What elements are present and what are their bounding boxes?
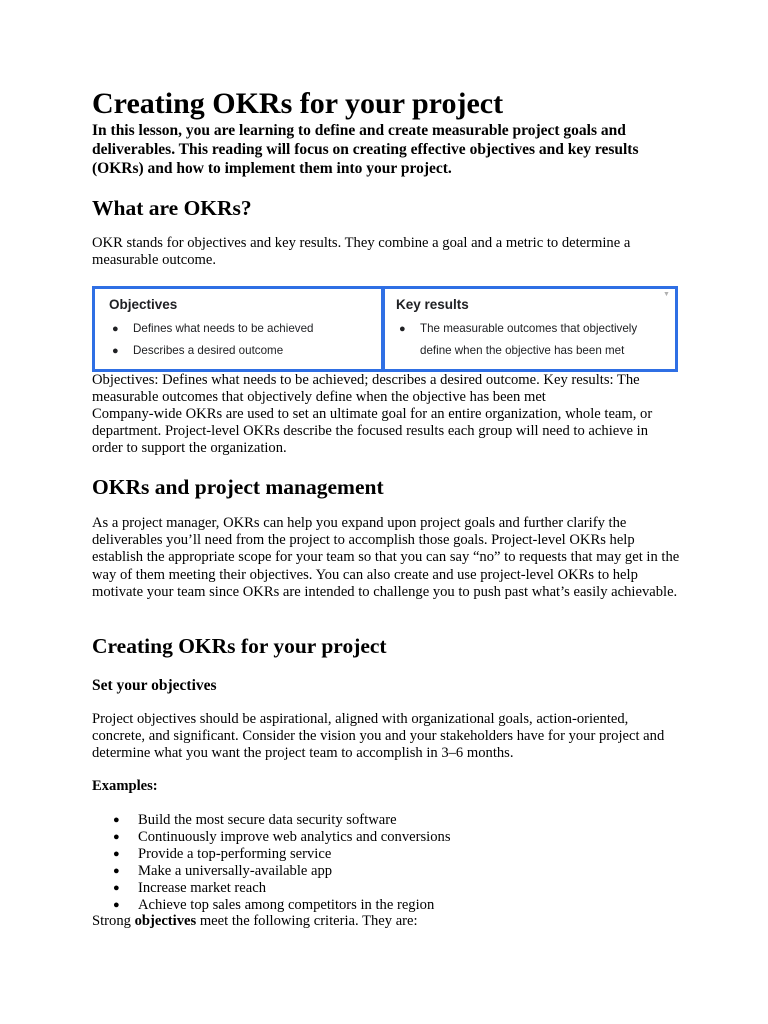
criteria-bold-word: objectives bbox=[134, 913, 197, 929]
bullet-icon: ● bbox=[399, 323, 406, 335]
criteria-suffix: meet the following criteria. They are: bbox=[196, 913, 418, 929]
bullet-icon: ● bbox=[113, 881, 120, 894]
objectives-guidance-paragraph: Project objectives should be aspirational, aligned with organizational goals, action-oriented, concrete, and significant. Consider the vision you and your stakeholders have for your project and determine what you want the project team to accomplish in 3–6 months. bbox=[92, 711, 665, 762]
key-results-column bbox=[385, 289, 675, 369]
bullet-icon: ● bbox=[113, 814, 120, 826]
list-item bbox=[92, 863, 592, 880]
list-item bbox=[92, 897, 592, 914]
example-text: Achieve top sales among competitors in the region bbox=[138, 896, 435, 913]
key-results-item-text: The measurable outcomes that objectively define when the objective has been met bbox=[420, 322, 638, 357]
bullet-icon: ● bbox=[112, 345, 119, 357]
bullet-icon: ● bbox=[113, 864, 120, 877]
company-okrs-paragraph: Company-wide OKRs are used to set an ultimate goal for an entire organization, whole team, or department. Project-level OKRs describe the focused results each group will need to achieve in order to support the organization. bbox=[92, 406, 653, 457]
objectives-column bbox=[95, 289, 385, 369]
subheading-set-objectives: Set your objectives bbox=[92, 677, 217, 694]
key-results-item bbox=[396, 318, 663, 362]
key-results-list bbox=[396, 318, 663, 362]
okr-table bbox=[92, 286, 678, 372]
project-management-paragraph: As a project manager, OKRs can help you expand upon project goals and further clarify the deliverables you’ll need from the project to accomplish those goals. Project-level OKRs help establish the appropriate scope for your team so that you can say “no” to requests that may get in the way of them meeting their objectives. You can also create and use project-level OKRs to help motivate your team since OKRs are intended to challenge you to push past what’s easily achievable. bbox=[92, 515, 680, 600]
dropdown-triangle-icon: ▼ bbox=[663, 291, 670, 298]
list-item bbox=[92, 880, 592, 897]
examples-label bbox=[92, 778, 682, 795]
objectives-title: Objectives bbox=[109, 297, 178, 312]
example-text: Increase market reach bbox=[138, 879, 267, 896]
example-text: Provide a top-performing service bbox=[138, 845, 332, 862]
objectives-item bbox=[109, 340, 369, 362]
bullet-icon: ● bbox=[113, 898, 120, 911]
examples-label-text: Examples: bbox=[92, 778, 158, 794]
objectives-list bbox=[109, 318, 369, 362]
okr-definition-paragraph: OKR stands for objectives and key results. They combine a goal and a metric to determine a measurable outcome. bbox=[92, 235, 631, 269]
bullet-icon: ● bbox=[113, 830, 120, 843]
examples-list bbox=[92, 812, 592, 913]
objectives-item bbox=[109, 318, 369, 340]
table-alt-text: Objectives: Defines what needs to be achieved; describes a desired outcome. Key results: The measurable outcomes that objectively define when the objective has been met bbox=[92, 372, 640, 406]
list-item bbox=[92, 829, 592, 846]
objectives-item-text: Describes a desired outcome bbox=[133, 344, 284, 357]
section-heading-okrs-project-management: OKRs and project management bbox=[92, 475, 384, 499]
section-heading-what-are-okrs: What are OKRs? bbox=[92, 196, 252, 220]
objectives-item-text: Defines what needs to be achieved bbox=[133, 322, 314, 335]
page-title: Creating OKRs for your project bbox=[92, 87, 504, 120]
objectives-criteria-line bbox=[92, 913, 682, 930]
bullet-icon: ● bbox=[113, 847, 120, 860]
section-heading-creating-okrs: Creating OKRs for your project bbox=[92, 634, 387, 658]
example-text: Build the most secure data security software bbox=[138, 812, 397, 828]
intro-paragraph: In this lesson, you are learning to define and create measurable project goals and deliverables. This reading will focus on creating effective objectives and key results (OKRs) and how to implement them into your project. bbox=[92, 122, 639, 177]
criteria-prefix: Strong bbox=[92, 913, 135, 929]
list-item bbox=[92, 812, 592, 829]
list-item bbox=[92, 846, 592, 863]
key-results-title: Key results bbox=[396, 297, 469, 312]
example-text: Continuously improve web analytics and conversions bbox=[138, 828, 451, 845]
example-text: Make a universally-available app bbox=[138, 862, 333, 879]
bullet-icon: ● bbox=[112, 323, 119, 335]
